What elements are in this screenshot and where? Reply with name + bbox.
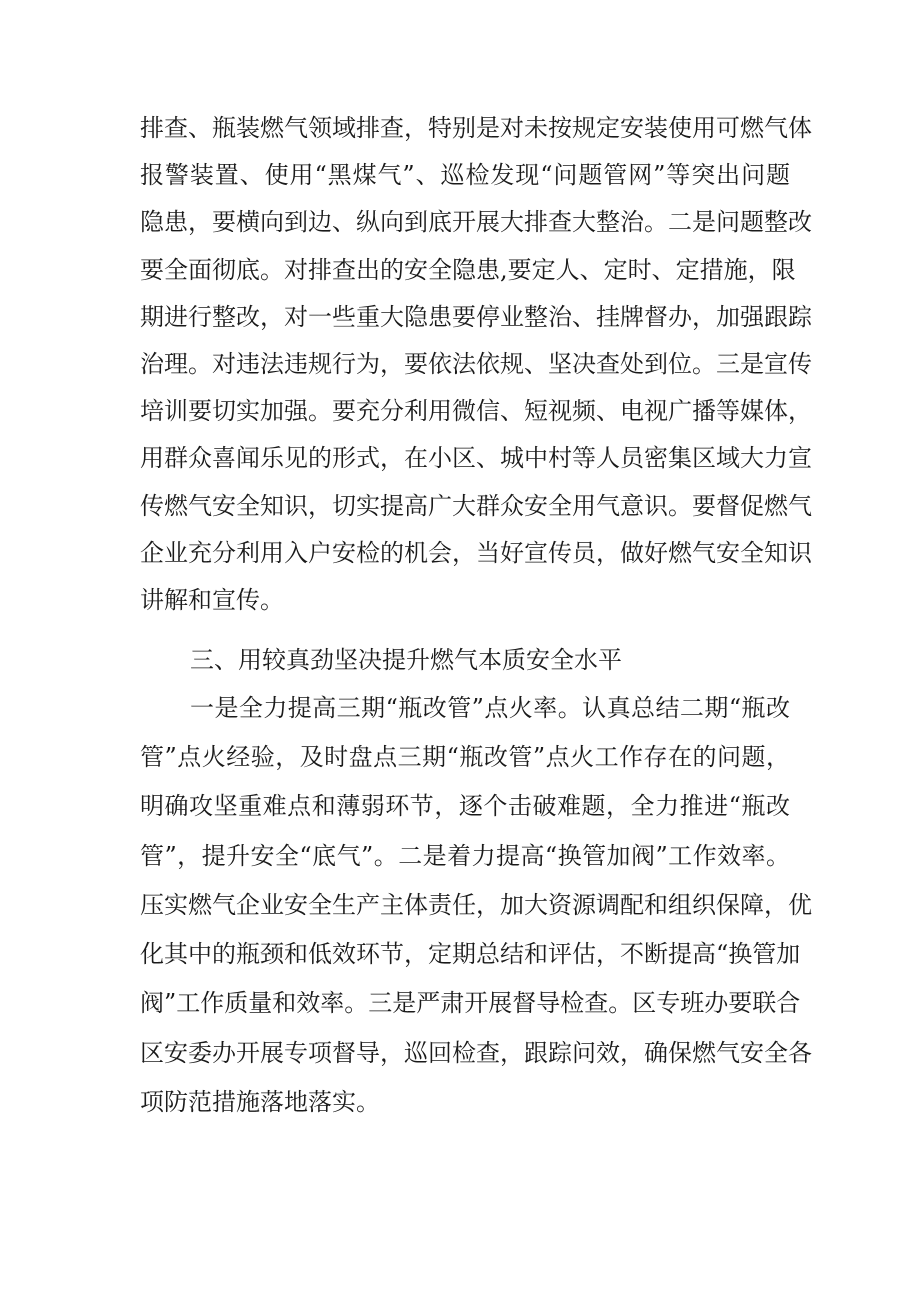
paragraph-2-line: 项防范措施落地落实。	[140, 1088, 380, 1116]
paragraph-2-line: 压实燃气企业安全生产主体责任，加大资源调配和组织保障，优	[140, 891, 812, 919]
section-heading: 三、用较真劲坚决提升燃气本质安全水平	[190, 646, 622, 674]
paragraph-1-line: 传燃气安全知识，切实提高广大群众安全用气意识。要督促燃气	[140, 492, 812, 520]
paragraph-1-line: 排查、瓶装燃气领域排查，特别是对未按规定安装使用可燃气体	[140, 114, 812, 142]
paragraph-2-line: 管”点火经验，及时盘点三期“瓶改管”点火工作存在的问题，	[140, 743, 790, 771]
paragraph-1-line: 隐患，要横向到边、纵向到底开展大排查大整治。二是问题整改	[140, 208, 812, 236]
paragraph-1-line: 用群众喜闻乐见的形式，在小区、城中村等人员密集区域大力宣	[140, 444, 812, 472]
paragraph-1-line: 期进行整改，对一些重大隐患要停业整治、挂牌督办，加强跟踪	[140, 303, 812, 331]
paragraph-1-line: 企业充分利用入户安检的机会，当好宣传员，做好燃气安全知识	[140, 539, 812, 567]
paragraph-2-line: 化其中的瓶颈和低效环节，定期总结和评估，不断提高“换管加	[140, 940, 801, 968]
paragraph-1-line: 培训要切实加强。要充分利用微信、短视频、电视广播等媒体，	[140, 397, 812, 425]
paragraph-1-line: 治理。对违法违规行为，要依法依规、坚决查处到位。三是宣传	[140, 350, 812, 378]
paragraph-1-line: 报警装置、使用“黑煤气”、巡检发现“问题管网”等突出问题	[140, 161, 790, 189]
paragraph-2-line: 区安委办开展专项督导，巡回检查，跟踪问效，确保燃气安全各	[140, 1039, 812, 1067]
paragraph-2-line: 明确攻坚重难点和薄弱环节，逐个击破难题，全力推进“瓶改	[140, 792, 790, 820]
paragraph-1-line: 讲解和宣传。	[140, 586, 284, 614]
paragraph-1-line: 要全面彻底。对排查出的安全隐患,要定人、定时、定措施，限	[140, 256, 796, 284]
paragraph-2-line: 一是全力提高三期“瓶改管”点火率。认真总结二期“瓶改	[190, 694, 790, 722]
paragraph-2-line: 阀”工作质量和效率。三是严肃开展督导检查。区专班办要联合	[140, 989, 801, 1017]
paragraph-2-line: 管”，提升安全“底气”。二是着力提高“换管加阀”工作效率。	[140, 842, 790, 870]
